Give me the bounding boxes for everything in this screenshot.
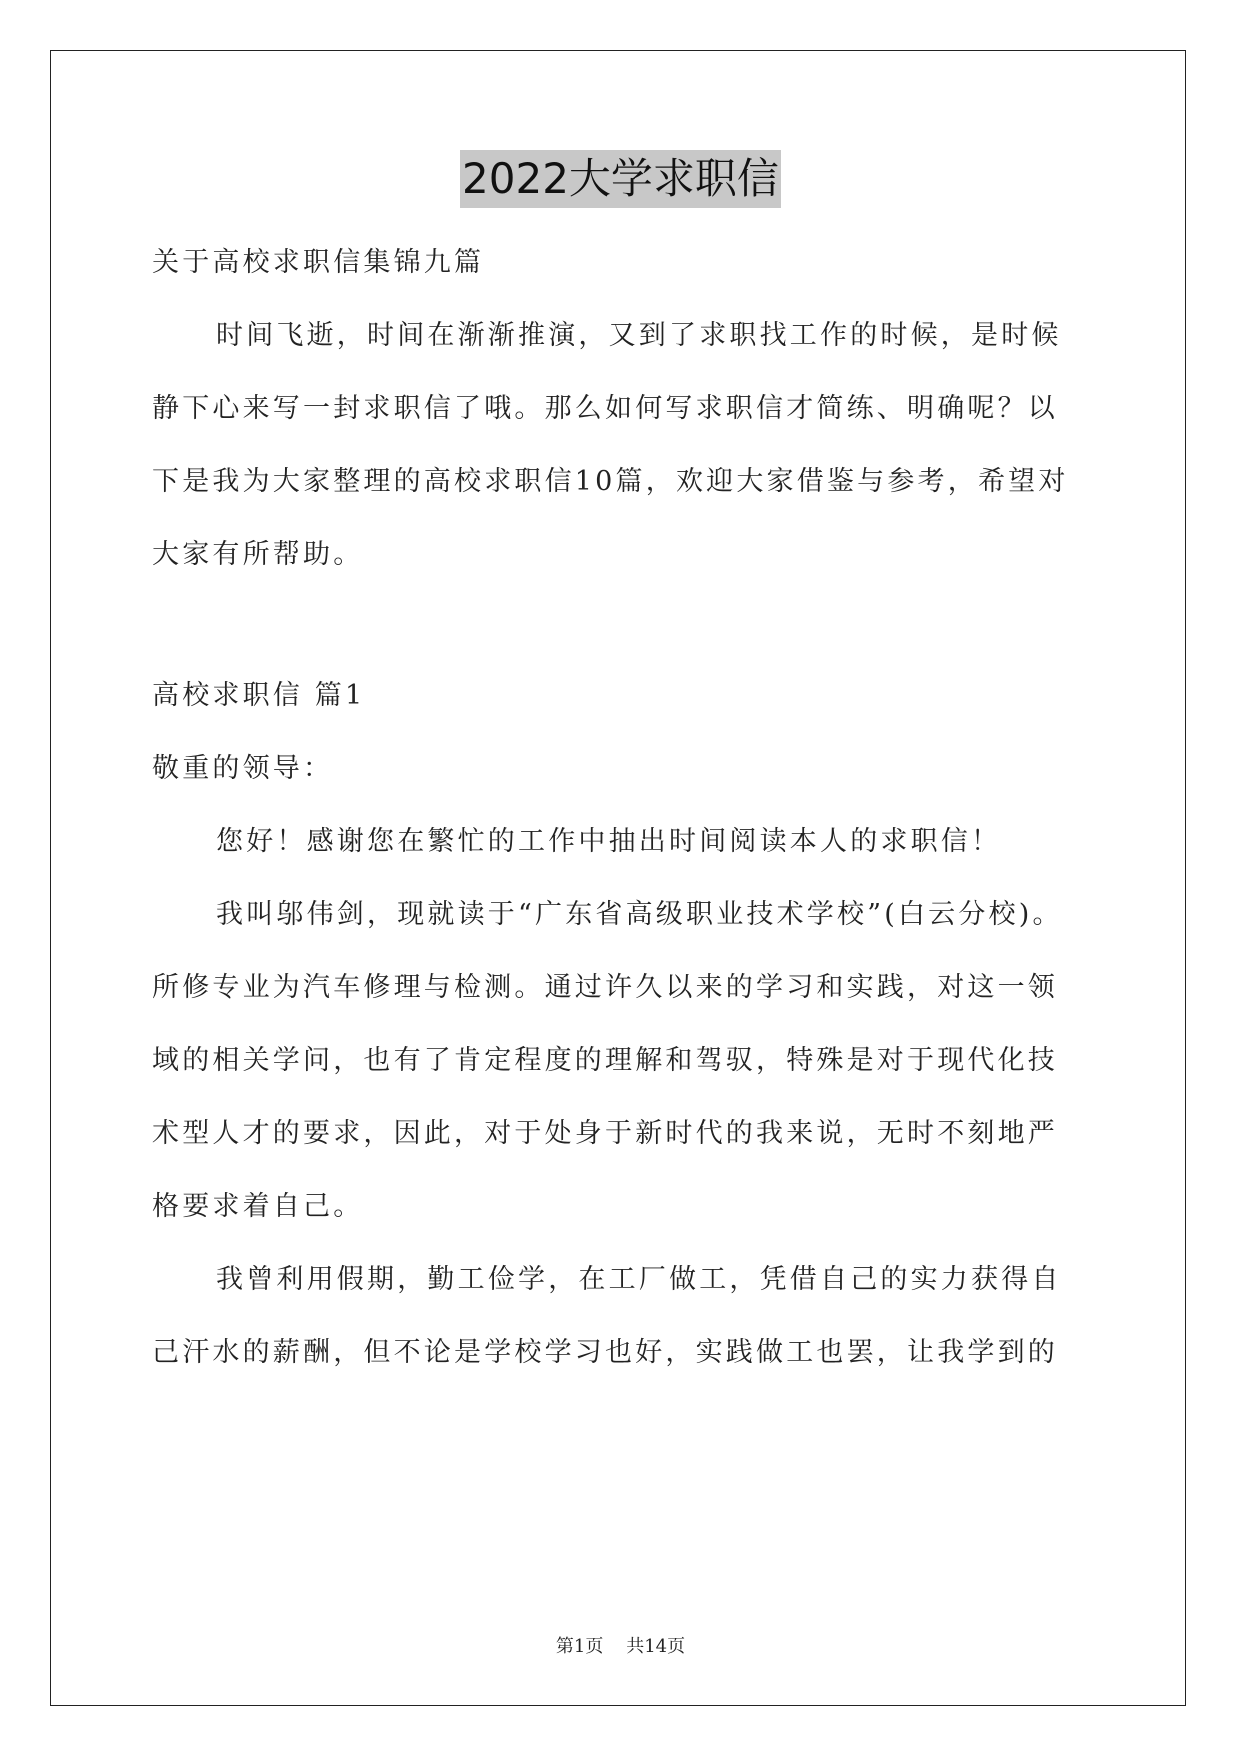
paragraph-line: 我曾利用假期，勤工俭学，在工厂做工，凭借自己的实力获得自 (216, 1264, 1062, 1295)
document-title: 2022大学求职信 (460, 150, 781, 208)
paragraph-line: 域的相关学问，也有了肯定程度的理解和驾驭，特殊是对于现代化技 (152, 1045, 1058, 1076)
paragraph-line: 下是我为大家整理的高校求职信10篇，欢迎大家借鉴与参考，希望对 (152, 466, 1069, 497)
paragraph-line: 静下心来写一封求职信了哦。那么如何写求职信才简练、明确呢？以 (152, 393, 1058, 424)
paragraph-line: 术型人才的要求，因此，对于处身于新时代的我来说，无时不刻地严 (152, 1118, 1058, 1149)
paragraph-line: 大家有所帮助。 (152, 539, 364, 570)
page-border (50, 50, 1186, 1706)
paragraph-line: 所修专业为汽车修理与检测。通过许久以来的学习和实践，对这一领 (152, 972, 1058, 1003)
section-heading: 高校求职信 篇1 (152, 680, 366, 711)
paragraph-line: 格要求着自己。 (152, 1191, 364, 1222)
paragraph-line: 您好！感谢您在繁忙的工作中抽出时间阅读本人的求职信！ (216, 826, 1002, 857)
salutation: 敬重的领导： (152, 753, 334, 784)
subtitle-line: 关于高校求职信集锦九篇 (152, 247, 485, 278)
paragraph-line: 己汗水的薪酬，但不论是学校学习也好，实践做工也罢，让我学到的 (152, 1337, 1058, 1368)
paragraph-line: 我叫邬伟剑，现就读于“广东省高级职业技术学校”(白云分校)。 (216, 899, 1063, 930)
title-container (0, 150, 1241, 208)
paragraph-line: 时间飞逝，时间在渐渐推演，又到了求职找工作的时候，是时候 (216, 320, 1062, 351)
page-number: 第1页 共14页 (555, 1636, 686, 1657)
